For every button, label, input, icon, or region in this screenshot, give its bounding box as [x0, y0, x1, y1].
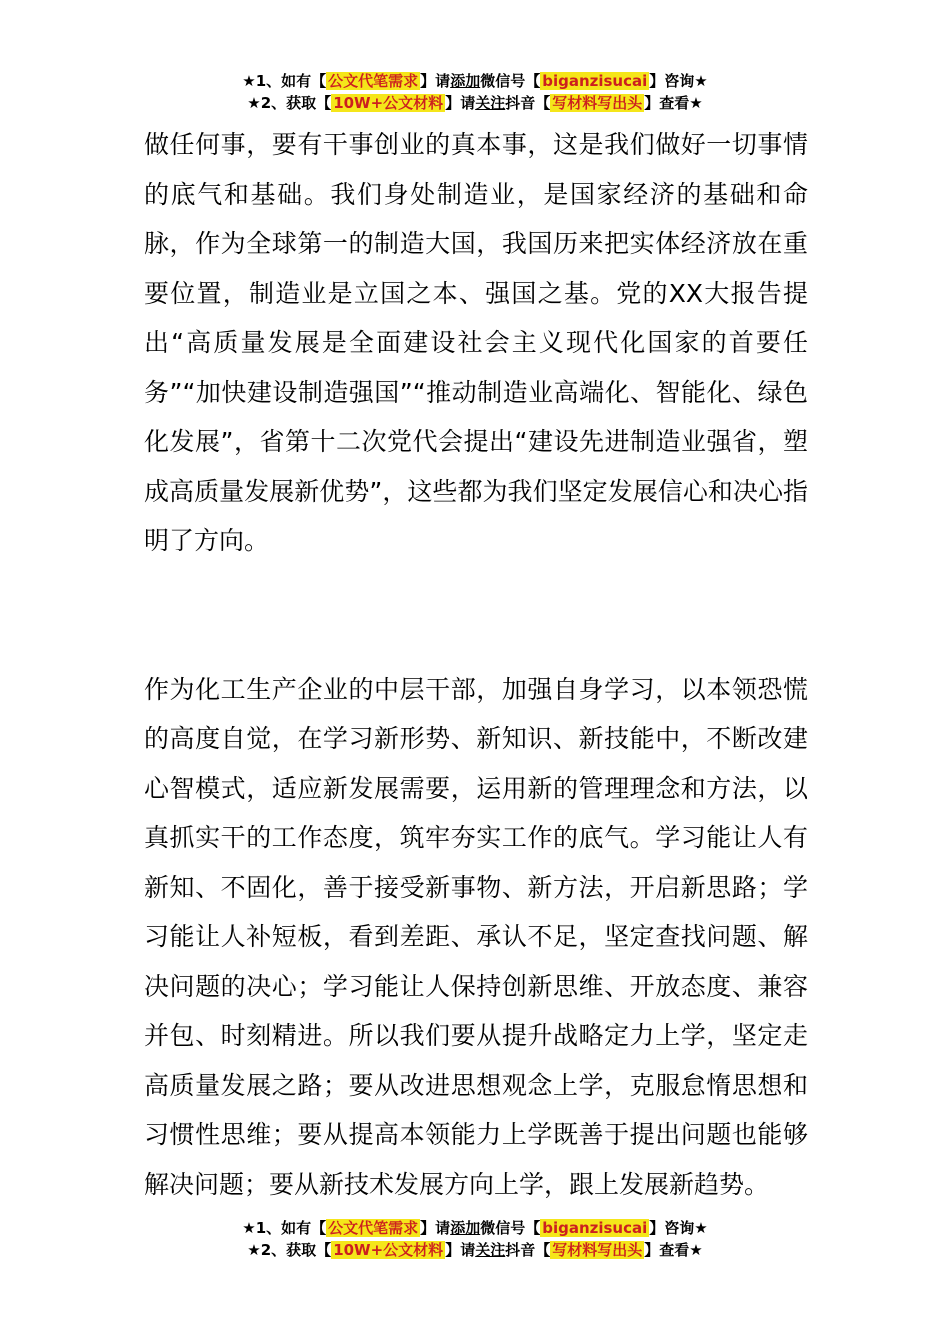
banner-text: 抖音【	[505, 1241, 551, 1259]
highlight-materials: 10W+公文材料	[333, 94, 444, 112]
highlight-wechat-id: biganzisucai	[542, 72, 648, 90]
banner-text: 】请	[445, 1241, 476, 1259]
banner-text: 微信号【	[480, 1219, 541, 1237]
highlight-materials: 10W+公文材料	[333, 1241, 444, 1259]
document-body	[144, 120, 808, 1209]
highlight-wechat-id: biganzisucai	[542, 1219, 648, 1237]
banner-text: 抖音【	[505, 94, 551, 112]
footer-line-1	[0, 1217, 950, 1239]
paragraph-1: 做任何事，要有干事创业的真本事，这是我们做好一切事情的底气和基础。我们身处制造业，是国家经济的基础和命脉，作为全球第一的制造大国，我国历来把实体经济放在重要位置，制造业是立国之本、强国之基。党的XX大报告提出“高质量发展是全面建设社会主义现代化国家的首要任务”“加快建设制造强国”“推动制造业高端化、智能化、绿色化发展”，省第十二次党代会提出“建设先进制造业强省，塑成高质量发展新优势”，这些都为我们坚定发展信心和决心指明了方向。	[144, 130, 808, 555]
banner-text: 】查看★	[644, 94, 703, 112]
banner-text: ★2、获取【	[247, 94, 332, 112]
banner-text: 】咨询★	[649, 72, 708, 90]
highlight-douyin-account: 写材料写出头	[552, 94, 643, 112]
banner-text: 】请	[445, 94, 476, 112]
banner-text: ★2、获取【	[247, 1241, 332, 1259]
paragraph-2: 作为化工生产企业的中层干部，加强自身学习，以本领恐慌的高度自觉，在学习新形势、新知识、新技能中，不断改建心智模式，适应新发展需要，运用新的管理理念和方法，以真抓实干的工作态度，筑牢夯实工作的底气。学习能让人有新知、不固化，善于接受新事物、新方法，开启新思路；学习能让人补短板，看到差距、承认不足，坚定查找问题、解决问题的决心；学习能让人保持创新思维、开放态度、兼容并包、时刻精进。所以我们要从提升战略定力上学，坚定走高质量发展之路；要从改进思想观念上学，克服怠惰思想和习惯性思维；要从提高本领能力上学既善于提出问题也能够解决问题；要从新技术发展方向上学，跟上发展新趋势。	[144, 674, 808, 1199]
paragraph-gap	[144, 566, 808, 665]
highlight-service: 公文代笔需求	[328, 1219, 419, 1237]
highlight-douyin-account: 写材料写出头	[552, 1241, 643, 1259]
footer-banner	[0, 1217, 950, 1261]
banner-text: 】请	[420, 72, 451, 90]
banner-text: 】查看★	[644, 1241, 703, 1259]
underlined-add: 添加	[450, 72, 481, 90]
header-line-2	[0, 92, 950, 114]
banner-text: 】咨询★	[649, 1219, 708, 1237]
header-banner	[0, 70, 950, 114]
highlight-service: 公文代笔需求	[328, 72, 419, 90]
underlined-follow: 关注	[475, 1241, 506, 1259]
underlined-add: 添加	[450, 1219, 481, 1237]
banner-text: 】请	[420, 1219, 451, 1237]
banner-text: ★1、如有【	[242, 72, 327, 90]
footer-line-2	[0, 1239, 950, 1261]
underlined-follow: 关注	[475, 94, 506, 112]
banner-text: 微信号【	[480, 72, 541, 90]
banner-text: ★1、如有【	[242, 1219, 327, 1237]
header-line-1	[0, 70, 950, 92]
